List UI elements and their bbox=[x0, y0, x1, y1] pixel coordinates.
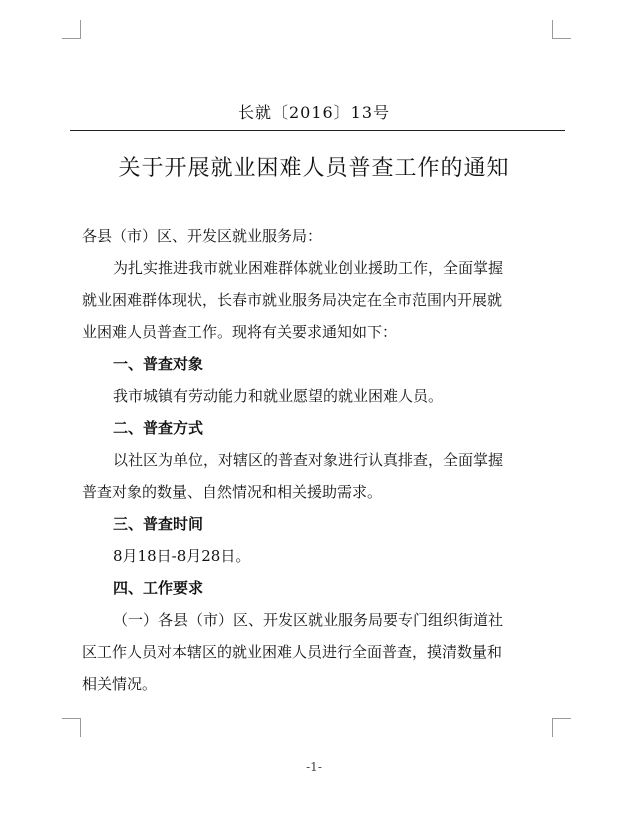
crop-mark-bottom-left bbox=[62, 718, 81, 737]
section-line: 普查对象的数量、自然情况和相关援助需求。 bbox=[82, 483, 383, 501]
section-heading: 四、工作要求 bbox=[113, 579, 204, 597]
intro-line: 为扎实推进我市就业困难群体就业创业援助工作，全面掌握 bbox=[113, 259, 504, 277]
section-line: 8月18日-8月28日。 bbox=[113, 547, 251, 565]
document-title: 关于开展就业困难人员普查工作的通知 bbox=[118, 156, 510, 181]
page-number: -1- bbox=[306, 760, 322, 774]
intro-line: 就业困难群体现状，长春市就业服务局决定在全市范围内开展就 bbox=[82, 291, 503, 309]
intro-line: 业困难人员普查工作。现将有关要求通知如下： bbox=[82, 323, 398, 341]
document-body bbox=[82, 220, 552, 700]
section-heading: 一、普查对象 bbox=[113, 355, 204, 373]
section-line: 以社区为单位，对辖区的普查对象进行认真排查，全面掌握 bbox=[113, 451, 504, 469]
section-line: 相关情况。 bbox=[82, 675, 158, 693]
section-heading: 二、普查方式 bbox=[113, 419, 204, 437]
crop-mark-top-right bbox=[552, 20, 571, 39]
crop-mark-bottom-right bbox=[552, 718, 571, 737]
section-heading: 三、普查时间 bbox=[113, 515, 204, 533]
document-number: 长就〔2016〕13号 bbox=[237, 103, 391, 122]
salutation: 各县（市）区、开发区就业服务局： bbox=[82, 227, 323, 245]
section-line: （一）各县（市）区、开发区就业服务局要专门组织街道社 bbox=[113, 611, 504, 629]
header-rule bbox=[70, 130, 565, 131]
crop-mark-top-left bbox=[62, 20, 81, 39]
section-line: 区工作人员对本辖区的就业困难人员进行全面普查，摸清数量和 bbox=[82, 643, 503, 661]
section-line: 我市城镇有劳动能力和就业愿望的就业困难人员。 bbox=[113, 387, 444, 405]
